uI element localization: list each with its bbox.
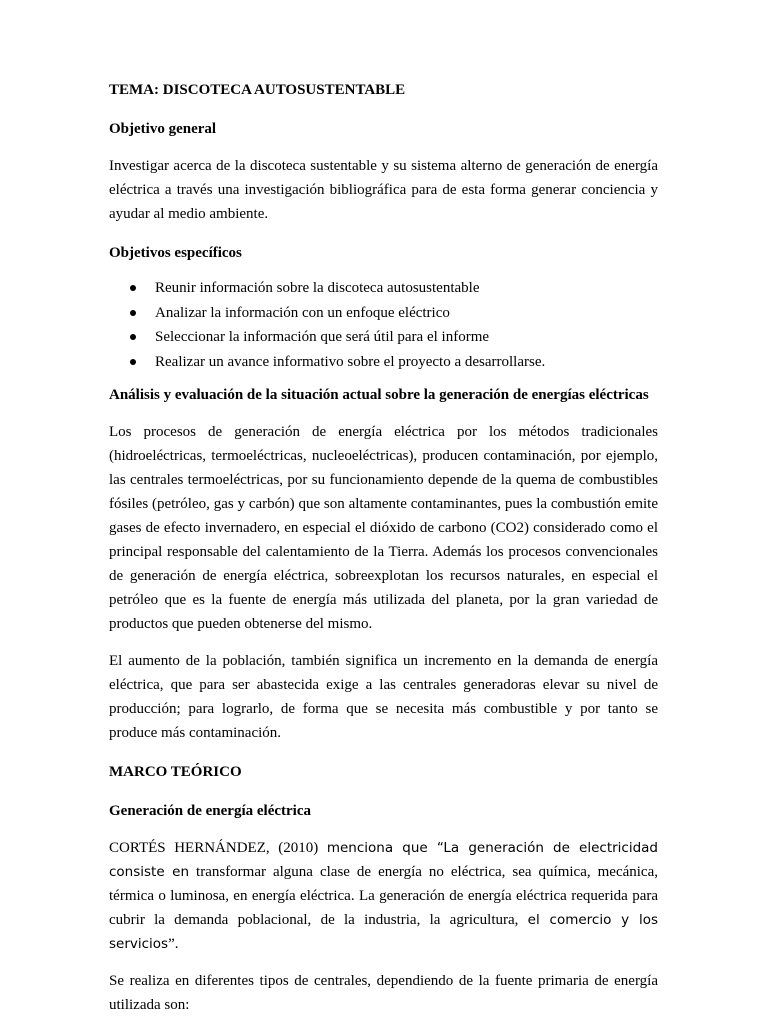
list-item-text: Seleccionar la información que será útil para el informe — [155, 329, 490, 345]
document-page — [109, 78, 658, 1017]
citation-year: (2010) — [269, 840, 327, 856]
bullet-icon — [130, 310, 136, 316]
citation-body: transformar alguna clase de energía no eléctrica, sea química, mecánica, térmica o luminosa, en energía eléctrica. La generación de energía eléctrica requerida para cubrir la demanda poblacional, de la industria, la agricultura, — [109, 864, 658, 928]
bullet-icon — [130, 285, 136, 291]
list-item — [109, 325, 658, 350]
citation-tail: el comercio y los servicios — [109, 912, 658, 952]
generation-heading: Generación de energía eléctrica — [109, 803, 312, 819]
bullet-icon — [130, 359, 136, 365]
document-title: TEMA: DISCOTECA AUTOSUSTENTABLE — [109, 82, 406, 98]
types-paragraph: Se realiza en diferentes tipos de centrales, dependiendo de la fuente primaria de energía utilizada son: — [109, 973, 658, 1013]
marco-teorico-heading: MARCO TEÓRICO — [109, 764, 242, 780]
analysis-paragraph-1: Los procesos de generación de energía eléctrica por los métodos tradicionales (hidroeléctricas, termoeléctricas, nucleoeléctricas), producen contaminación, por ejemplo, las centrales termoeléctricas, por su funcionamiento depende de la quema de combustibles fósiles (petróleo, gas y carbón) que son altamente contaminantes, pues la combustión emite gases de efecto invernadero, en especial el dióxido de carbono (CO2) considerado como el principal responsable del calentamiento de la Tierra. Además los procesos convencionales de generación de energía eléctrica, sobreexplotan los recursos naturales, en especial el petróleo que es la fuente de energía más utilizada del planeta, por la gran variedad de productos que pueden obtenerse del mismo. — [109, 424, 658, 632]
list-item-text: Analizar la información con un enfoque eléctrico — [155, 304, 450, 321]
analysis-heading: Análisis y evaluación de la situación actual sobre la generación de energías eléctricas — [109, 387, 649, 403]
list-item — [109, 350, 658, 375]
general-objective-text: Investigar acerca de la discoteca sustentable y su sistema alterno de generación de energía eléctrica a través una investigación bibliográfica para de esta forma generar conciencia y ayudar al medio ambiente. — [109, 158, 658, 222]
citation-end: ”. — [168, 936, 179, 952]
specific-objectives-heading: Objetivos específicos — [109, 245, 242, 261]
list-item — [109, 301, 658, 326]
generation-citation-paragraph — [109, 836, 658, 956]
list-item-text: Realizar un avance informativo sobre el proyecto a desarrollarse. — [155, 353, 546, 370]
citation-author: CORTÉS HERNÁNDEZ, — [109, 840, 270, 856]
general-objective-heading: Objetivo general — [109, 121, 217, 137]
bullet-icon — [130, 334, 136, 340]
list-item — [109, 276, 658, 301]
analysis-paragraph-2: El aumento de la población, también significa un incremento en la demanda de energía eléctrica, que para ser abastecida exige a las centrales generadoras elevar su nivel de producción; para lograrlo, de forma que se necesita más combustible y por tanto se produce más contaminación. — [109, 653, 658, 741]
citation-lead: menciona que “La generación de electricidad consiste en — [109, 840, 659, 880]
list-item-text: Reunir información sobre la discoteca autosustentable — [155, 280, 480, 296]
specific-objectives-list — [109, 276, 658, 374]
